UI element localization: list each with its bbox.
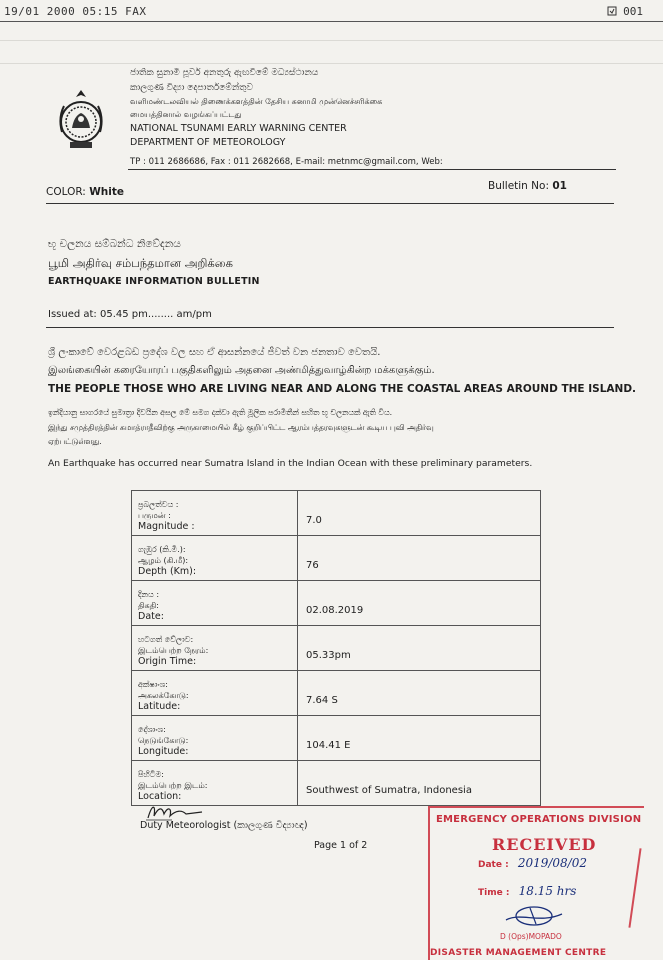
param-label-sinhala: ගැඹුර (කි.මී.): <box>138 545 186 554</box>
param-label-sinhala: දේශාංශ: <box>138 725 166 734</box>
org-name-tamil-2: மையத்தினால் வழங்கப்பட்டது <box>130 110 242 119</box>
color-label: COLOR: <box>46 186 86 198</box>
param-value-location: Southwest of Sumatra, Indonesia <box>298 761 541 806</box>
param-label-tamil: இடம்பெற்ற நேரம்: <box>138 646 209 655</box>
table-row <box>132 581 541 626</box>
notice-english: THE PEOPLE THOSE WHO ARE LIVING NEAR AND ALONG THE COASTAL AREAS AROUND THE ISLAND. <box>48 383 637 395</box>
param-label <box>132 761 298 806</box>
bulletin-title-sinhala: භූ චලනය සම්බන්ධ නිවේදනය <box>48 238 181 250</box>
param-label-sinhala: පිහිටීම: <box>138 770 164 779</box>
issued-divider <box>46 327 614 328</box>
param-value-date: 02.08.2019 <box>298 581 541 626</box>
fax-header-right <box>607 5 644 18</box>
fax-page-icon <box>607 6 617 16</box>
param-label <box>132 536 298 581</box>
dept-name-english: DEPARTMENT OF METEOROLOGY <box>130 137 286 148</box>
bleed-through-lines <box>0 40 663 64</box>
color-field <box>46 186 124 198</box>
org-name-tamil-1: வளிமண்டலவியல் திணைக்களத்தின் தேசிய சுனாமி முன்னெச்சரிக்கை <box>130 97 383 106</box>
param-label-tamil: பருமன் : <box>138 511 171 520</box>
detail-english: An Earthquake has occurred near Sumatra Island in the Indian Ocean with these preliminary parameters. <box>48 458 533 469</box>
table-row <box>132 626 541 671</box>
stamp-received: RECEIVED <box>492 835 597 854</box>
notice-sinhala: ශ්‍රී ලංකාවේ වෙරළබඩ ප්‍රදේශ වල සහ ඒ ආසන්නයේ ජීවත් වන ජනතාව වෙතයි. <box>48 347 381 358</box>
fax-divider <box>0 21 663 22</box>
earthquake-parameters-table <box>131 490 541 806</box>
param-label-tamil: நெடுங்கோடு: <box>138 736 189 745</box>
stamp-centre-name: DISASTER MANAGEMENT CENTRE <box>430 948 607 958</box>
table-row <box>132 491 541 536</box>
detail-tamil-1: இந்து சமுத்திரத்தின் சுமாத்ராதீவிற்கு அருகாமையில் கீழ் குறிப்பிட்ட ஆரம்பத்தரவுகளுடன் கூடிய புவி அதிர்வு <box>48 423 434 432</box>
table-row <box>132 536 541 581</box>
param-label-english: Magnitude : <box>138 521 195 532</box>
stamp-division: EMERGENCY OPERATIONS DIVISION <box>436 814 642 825</box>
bulletin-number-label: Bulletin No: <box>488 180 549 192</box>
duty-meteorologist-label: Duty Meteorologist (කාලගුණ විද්‍යාඥ) <box>140 820 308 831</box>
param-label <box>132 581 298 626</box>
param-label-sinhala: හටගත් වේලාව: <box>138 635 194 644</box>
stamp-officer: D (Ops)MOPADO <box>500 932 562 941</box>
param-label-english: Longitude: <box>138 746 189 757</box>
fax-page-number: 001 <box>623 5 643 18</box>
bulletin-number-value: 01 <box>552 180 567 192</box>
param-label-sinhala: ප්‍රබලත්වය : <box>138 500 179 509</box>
bulletin-title-tamil: பூமி அதிர்வு சம்பந்தமான அறிக்கை <box>48 256 233 270</box>
param-label-tamil: இடம்பெற்ற இடம்: <box>138 781 208 790</box>
org-name-english: NATIONAL TSUNAMI EARLY WARNING CENTER <box>130 123 347 134</box>
param-value-depth: 76 <box>298 536 541 581</box>
header-divider <box>128 169 616 170</box>
param-value-magnitude: 7.0 <box>298 491 541 536</box>
page-number: Page 1 of 2 <box>314 840 368 851</box>
param-label-english: Depth (Km): <box>138 566 197 577</box>
param-label <box>132 491 298 536</box>
sri-lanka-emblem-icon <box>56 88 106 152</box>
param-label-english: Date: <box>138 611 164 622</box>
stamp-date-value: 2019/08/02 <box>517 856 587 870</box>
issued-at: Issued at: 05.45 pm........ am/pm <box>48 309 212 320</box>
stamp-border-mark <box>628 848 641 927</box>
color-value: White <box>89 186 124 198</box>
stamp-date-label: Date : <box>478 860 509 870</box>
fax-header-left: 19/01 2000 05:15 FAX <box>4 5 147 18</box>
detail-sinhala: ඉන්දියානු සාගරයේ සුමාත්‍රා දිවයින අසල මේ සමග දක්වා ඇති මූලික පරාමිතීන් සහිත භූ චලනයක් ඇති විය. <box>48 408 393 417</box>
stamp-time <box>478 884 576 898</box>
table-row <box>132 671 541 716</box>
stamp-time-label: Time : <box>478 888 510 898</box>
param-label <box>132 626 298 671</box>
contact-line: TP : 011 2686686, Fax : 011 2682668, E-mail: metnmc@gmail.com, Web: <box>130 157 443 167</box>
officer-signature <box>500 904 570 930</box>
detail-tamil-2: ஏற்பட்டுள்ளது. <box>48 437 102 446</box>
notice-tamil: இலங்கையின் கரையோரப் பகுதிகளிலும் அதனை அண்மித்துவாழ்கின்ற மக்களுக்கும். <box>48 365 435 376</box>
dept-name-sinhala: කාලගුණ විද්‍යා දෙපාර්තමේන්තුව <box>130 83 253 93</box>
table-row <box>132 761 541 806</box>
param-label-english: Origin Time: <box>138 656 197 667</box>
param-label-english: Location: <box>138 791 182 802</box>
received-stamp <box>428 806 644 960</box>
param-label <box>132 716 298 761</box>
param-value-origin-time: 05.33pm <box>298 626 541 671</box>
table-row <box>132 716 541 761</box>
param-label-tamil: ஆழம் (கி.மீ): <box>138 556 189 565</box>
param-label <box>132 671 298 716</box>
param-label-english: Latitude: <box>138 701 181 712</box>
param-label-sinhala: දිනය : <box>138 590 160 599</box>
param-label-tamil: அகலக்கோடு: <box>138 691 189 700</box>
org-name-sinhala: ජාතික සුනාමි පූර්ව අනතුරු ඇඟවීමේ මධ්‍යස්ථානය <box>130 68 319 78</box>
bulletin-title-english: EARTHQUAKE INFORMATION BULLETIN <box>48 276 260 287</box>
param-label-sinhala: අක්ෂාංශ: <box>138 680 168 689</box>
param-label-tamil: திகதி: <box>138 601 159 610</box>
stamp-date <box>478 856 587 870</box>
bulletin-number <box>488 180 567 192</box>
param-value-longitude: 104.41 E <box>298 716 541 761</box>
param-value-latitude: 7.64 S <box>298 671 541 716</box>
stamp-time-value: 18.15 hrs <box>518 884 577 898</box>
bulletin-divider <box>46 203 614 204</box>
